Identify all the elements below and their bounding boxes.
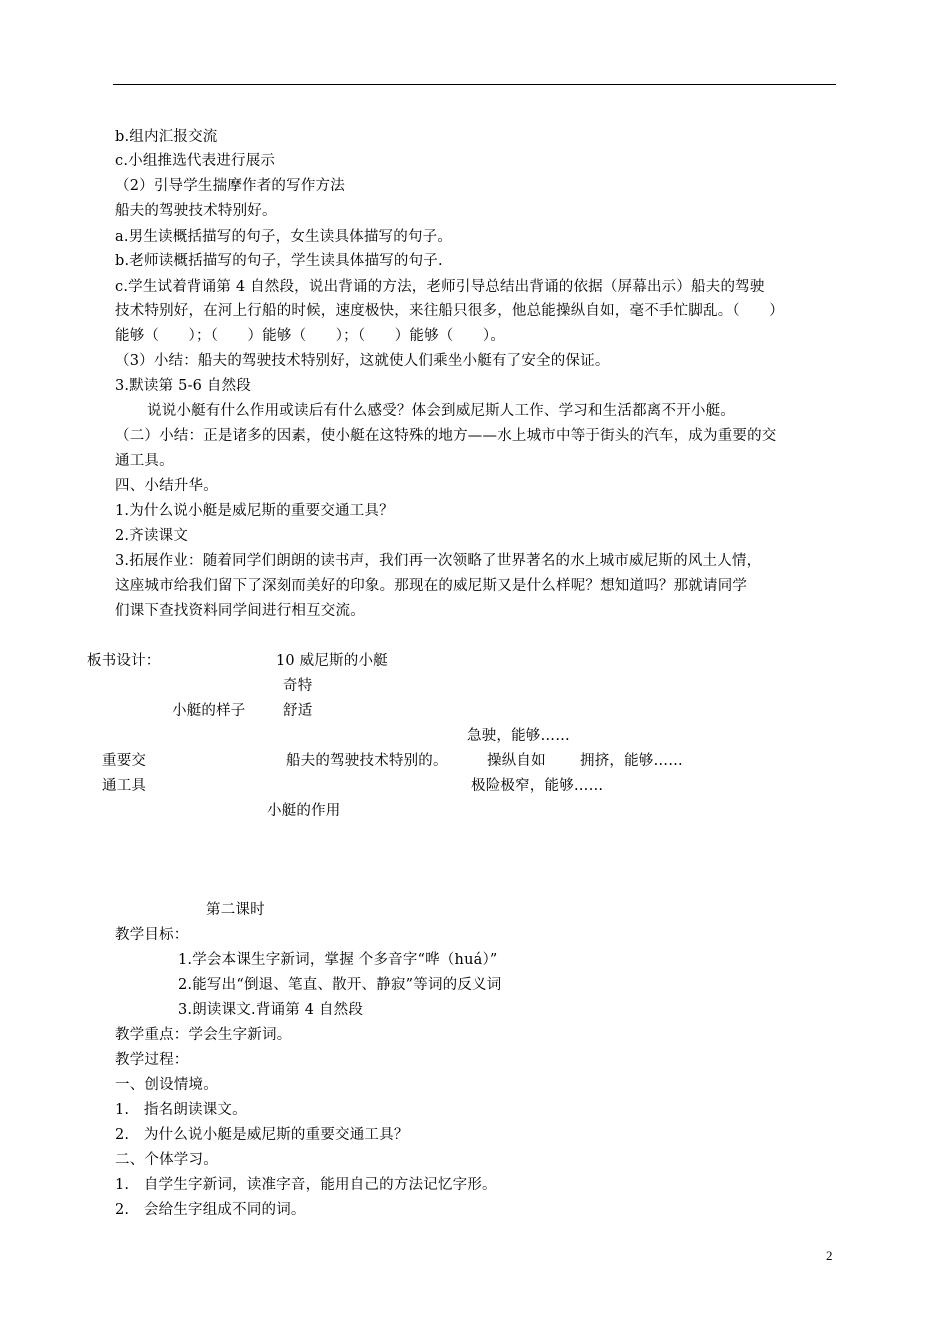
- board-title: 10 威尼斯的小艇: [276, 653, 388, 669]
- text-line: （3）小结：船夫的驾驶技术特别好，这就使人们乘坐小艇有了安全的保证。: [115, 353, 610, 369]
- board-item: 通工具: [102, 778, 147, 794]
- board-item: 小艇的作用: [267, 803, 341, 819]
- text-line: b.组内汇报交流: [115, 129, 218, 145]
- text-line: 技术特别好，在河上行船的时候，速度极快，来往船只很多，他总能操纵自如，毫不手忙脚乱。（ ）: [115, 303, 784, 319]
- text-line: b.老师读概括描写的句子，学生读具体描写的句子.: [115, 253, 443, 269]
- text-line: 3.拓展作业：随着同学们朗朗的读书声，我们再一次领略了世界著名的水上城市威尼斯的风土人情，: [115, 553, 762, 569]
- goal-item: 1.学会本课生字新词，掌握 个多音字“哗（huá）”: [178, 952, 498, 968]
- goal-item: 3.朗读课文.背诵第 4 自然段: [178, 1002, 364, 1018]
- text-line: 四、小结升华。: [115, 478, 218, 494]
- page-number: 2: [826, 1248, 833, 1263]
- text-line: 们课下查找资料同学间进行相互交流。: [115, 603, 365, 619]
- board-item: 拥挤，能够……: [580, 753, 683, 769]
- text-line: 船夫的驾驶技术特别好。: [115, 203, 277, 219]
- step-item: 2. 为什么说小艇是威尼斯的重要交通工具？: [115, 1127, 409, 1143]
- step-item: 1. 自学生字新词，读准字音，能用自己的方法记忆字形。: [115, 1177, 497, 1193]
- header-rule: [113, 84, 836, 85]
- board-item: 操纵自如: [487, 753, 546, 769]
- text-line: 通工具。: [115, 453, 174, 469]
- board-label: 板书设计：: [87, 653, 161, 669]
- step-item: 二、个体学习。: [115, 1152, 218, 1168]
- text-line: （二）小结：正是诸多的因素，使小艇在这特殊的地方——水上城市中等于街头的汽车，成为重要的交: [115, 428, 777, 444]
- board-item: 急驶，能够……: [467, 728, 570, 744]
- board-item: 舒适: [283, 703, 313, 719]
- board-item: 极险极窄，能够……: [471, 778, 604, 794]
- text-line: 2.齐读课文: [115, 528, 189, 544]
- text-line: （2）引导学生揣摩作者的写作方法: [115, 178, 345, 194]
- section-heading: 第二课时: [206, 902, 265, 918]
- goals-label: 教学目标：: [115, 927, 189, 943]
- text-line: 3.默读第 5-6 自然段: [115, 378, 252, 394]
- text-line: c.小组推选代表进行展示: [115, 153, 276, 169]
- text-line: 1.为什么说小艇是威尼斯的重要交通工具？: [115, 503, 394, 519]
- board-item: 船夫的驾驶技术特别的。: [286, 753, 448, 769]
- board-item: 奇特: [283, 678, 313, 694]
- process-label: 教学过程：: [115, 1052, 189, 1068]
- step-item: 一、创设情境。: [115, 1077, 218, 1093]
- text-line: 能够（ ）；（ ）能够（ ）；（ ）能够（ ）。: [115, 328, 506, 344]
- text-line: a.男生读概括描写的句子，女生读具体描写的句子。: [115, 229, 453, 245]
- text-line: 这座城市给我们留下了深刻而美好的印象。那现在的威尼斯又是什么样呢？想知道吗？那就请同学: [115, 578, 748, 594]
- board-item: 重要交: [102, 753, 147, 769]
- goal-item: 2.能写出“倒退、笔直、散开、静寂”等词的反义词: [178, 977, 502, 993]
- step-item: 2. 会给生字组成不同的词。: [115, 1202, 306, 1218]
- board-item: 小艇的样子: [172, 703, 246, 719]
- step-item: 1. 指名朗读课文。: [115, 1102, 247, 1118]
- focus-line: 教学重点：学会生字新词。: [115, 1027, 292, 1043]
- text-line: 说说小艇有什么作用或读后有什么感受？体会到威尼斯人工作、学习和生活都离不开小艇。: [147, 403, 735, 419]
- text-line: c.学生试着背诵第 4 自然段，说出背诵的方法，老师引导总结出背诵的依据（屏幕出示）船夫的驾驶: [115, 279, 765, 295]
